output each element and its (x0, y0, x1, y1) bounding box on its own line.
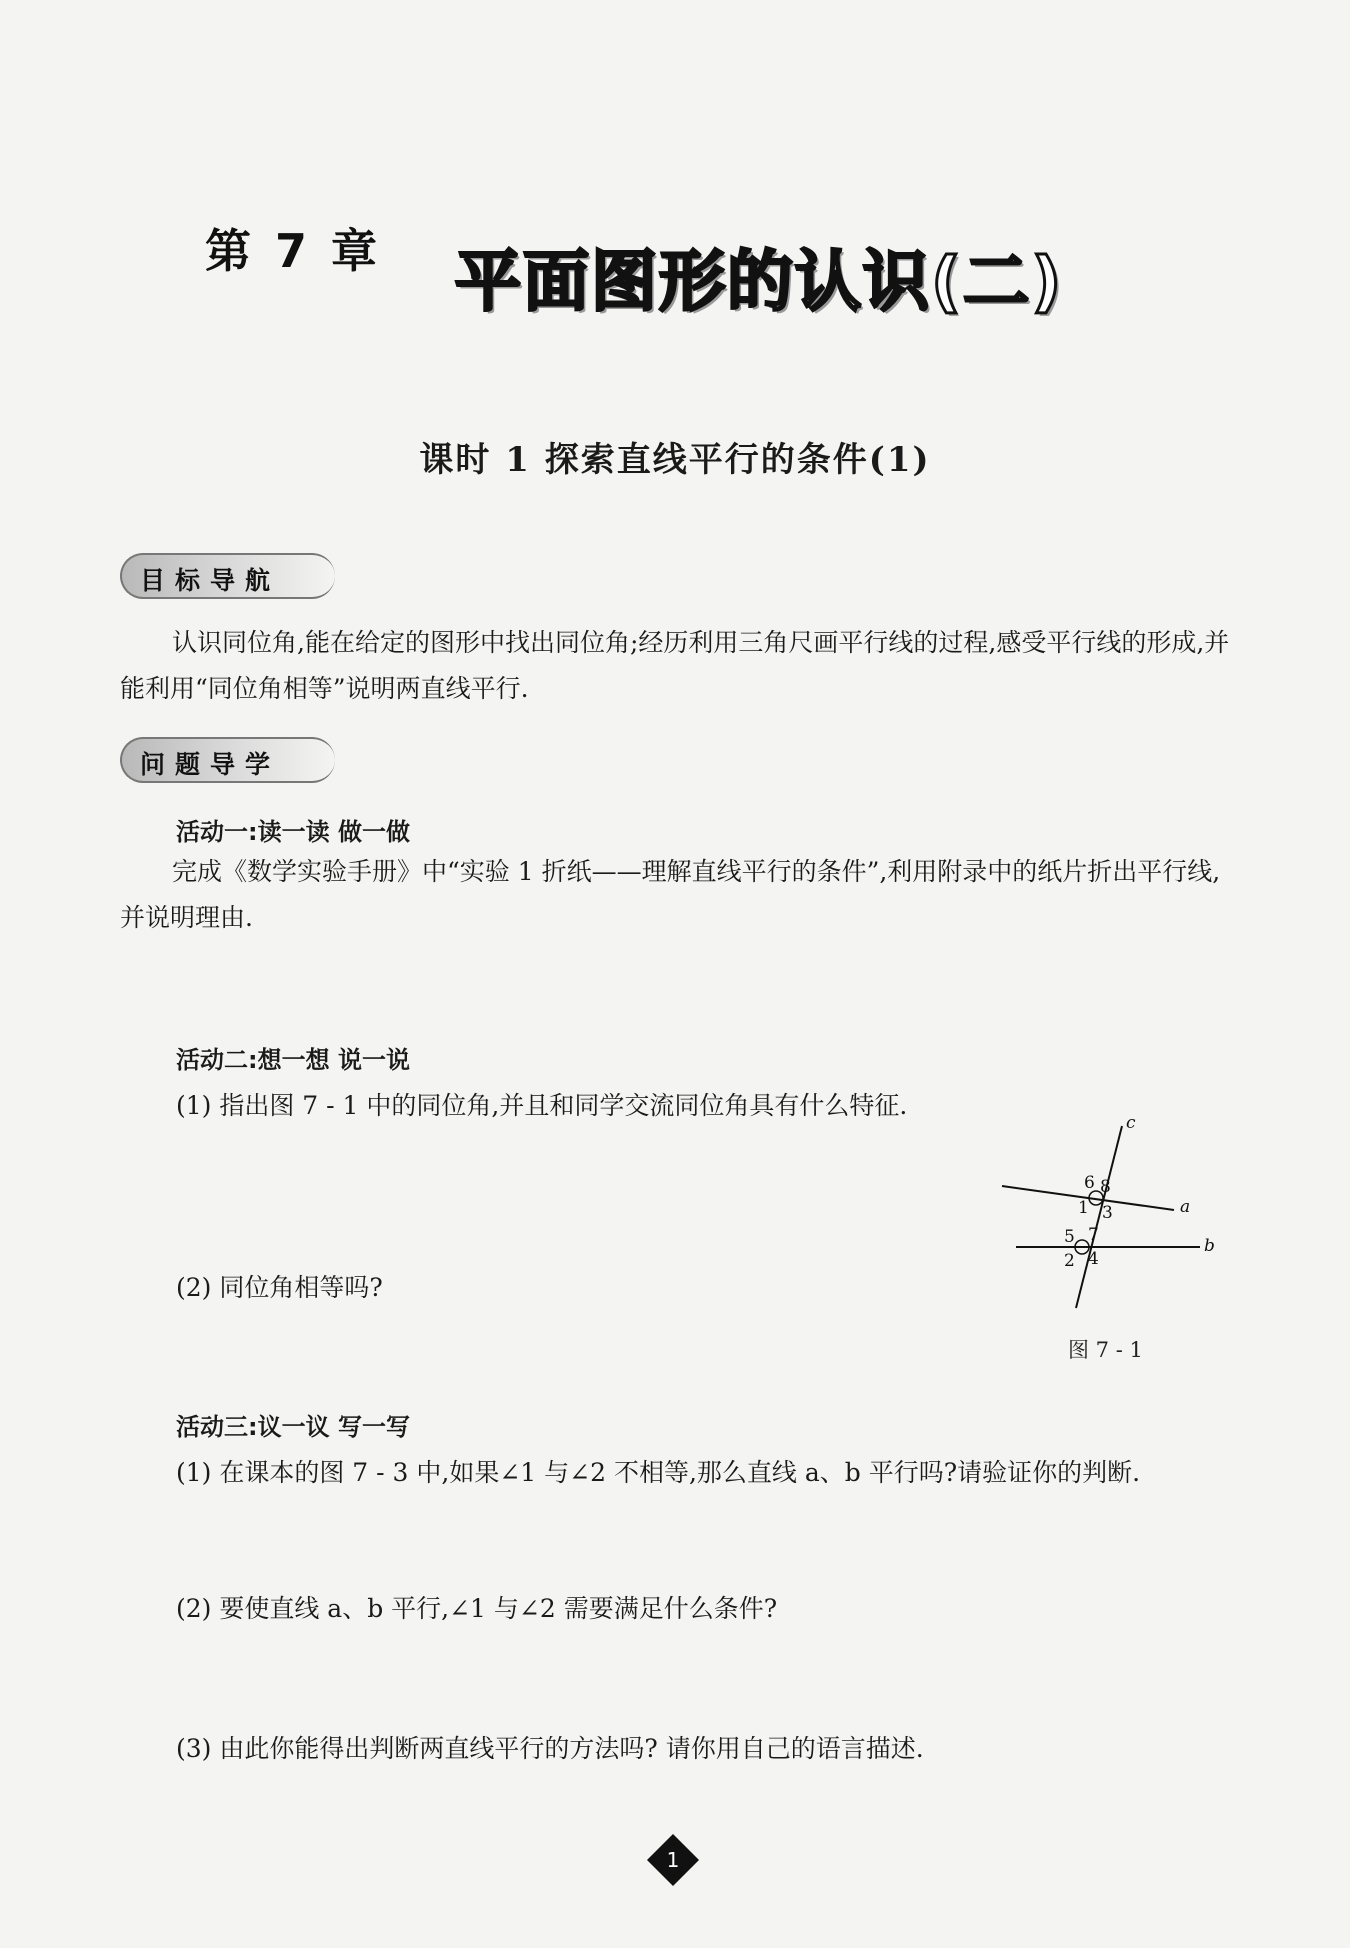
chapter-number: 第 7 章 (205, 224, 382, 278)
page-number-badge (645, 1832, 701, 1888)
activity1-heading: 活动一:读一读 做一做 (176, 818, 410, 846)
section-tag-goal-label: 目标导航 (140, 566, 281, 595)
chapter-title: 平面图形的认识(二) (455, 243, 1064, 320)
activity1-text: 完成《数学实验手册》中“实验 1 折纸——理解直线平行的条件”,利用附录中的纸片折出平行线,并说明理由. (120, 857, 1221, 932)
label-angle-7: 7 (1088, 1225, 1099, 1245)
activity2-question-1: (1) 指出图 7 - 1 中的同位角,并且和同学交流同位角具有什么特征. (176, 1091, 908, 1120)
label-b: b (1204, 1236, 1215, 1256)
activity2-question-2: (2) 同位角相等吗? (176, 1273, 383, 1302)
section-tag-goal (120, 553, 335, 599)
goal-text: 认识同位角,能在给定的图形中找出同位角;经历利用三角尺画平行线的过程,感受平行线的形成,并能利用“同位角相等”说明两直线平行. (120, 628, 1230, 703)
activity3-question-1: (1) 在课本的图 7 - 3 中,如果∠1 与∠2 不相等,那么直线 a、b 平行吗?请验证你的判断. (176, 1458, 1141, 1487)
figure-7-1 (990, 1112, 1230, 1332)
page-number: 1 (666, 1848, 680, 1872)
activity3-question-2: (2) 要使直线 a、b 平行,∠1 与∠2 需要满足什么条件? (176, 1594, 778, 1623)
label-angle-2: 2 (1064, 1251, 1075, 1271)
activity3-heading: 活动三:议一议 写一写 (176, 1413, 410, 1441)
lesson-title: 课时 1 探索直线平行的条件(1) (419, 440, 931, 480)
label-angle-6: 6 (1084, 1173, 1095, 1193)
label-angle-3: 3 (1102, 1203, 1113, 1223)
label-angle-4: 4 (1088, 1249, 1099, 1269)
section-tag-questions (120, 737, 335, 783)
activity3-question-3: (3) 由此你能得出判断两直线平行的方法吗? 请你用自己的语言描述. (176, 1734, 924, 1763)
label-angle-5: 5 (1064, 1227, 1075, 1247)
figure-caption: 图 7 - 1 (1068, 1338, 1143, 1362)
activity2-heading: 活动二:想一想 说一说 (176, 1046, 410, 1074)
label-c: c (1126, 1113, 1136, 1133)
label-a: a (1180, 1197, 1191, 1217)
label-angle-8: 8 (1100, 1177, 1111, 1197)
label-angle-1: 1 (1078, 1198, 1089, 1218)
section-tag-questions-label: 问题导学 (140, 750, 281, 779)
